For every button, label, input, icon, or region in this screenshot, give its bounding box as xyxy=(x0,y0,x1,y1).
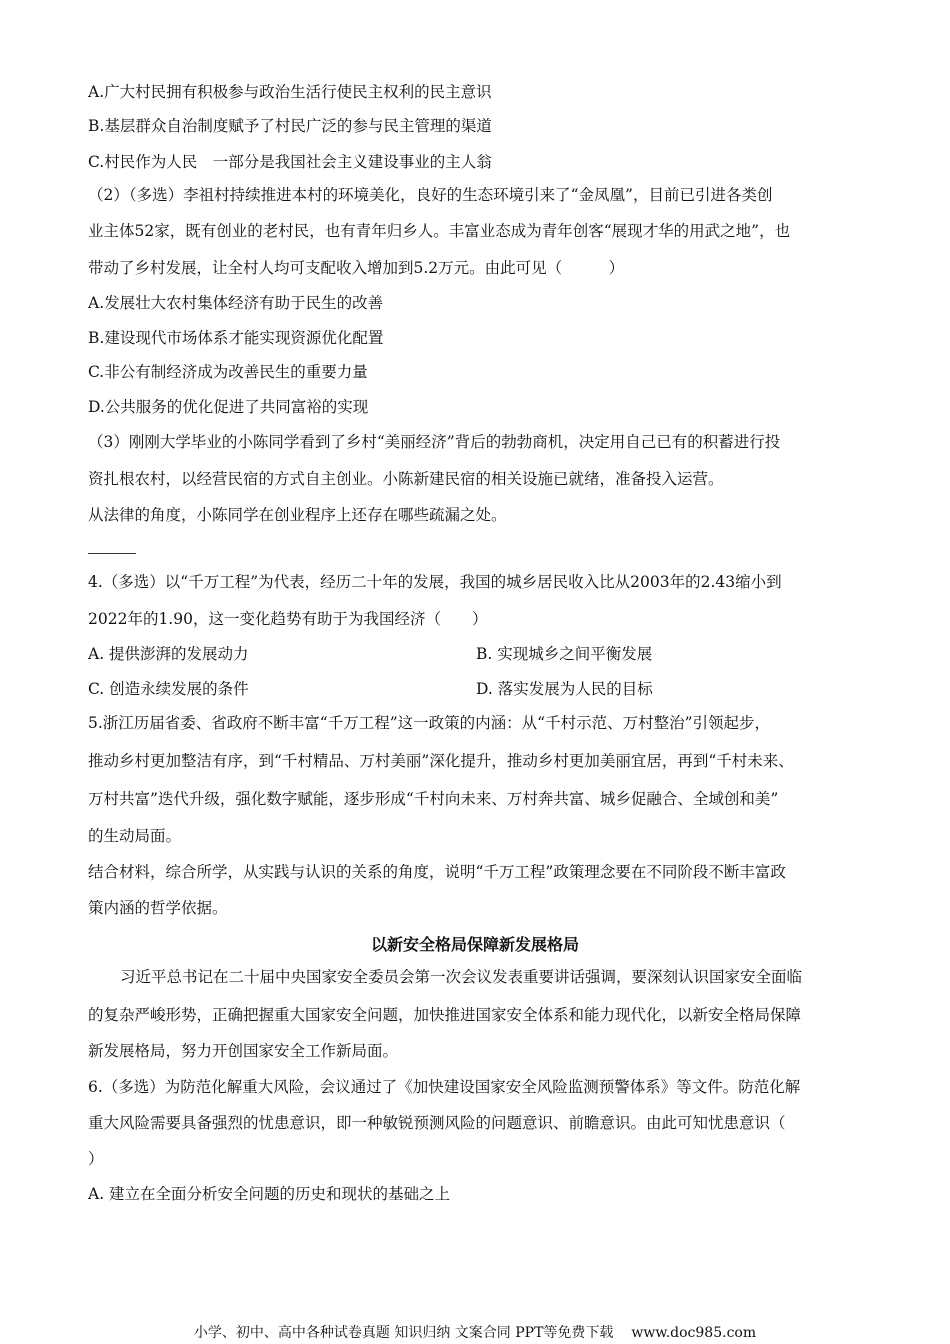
question-stem-line: 重大风险需要具备强烈的忧患意识，即一种敏锐预测风险的问题意识、前瞻意识。由此可知忧患意识（ xyxy=(88,1114,786,1132)
material-line: 5.浙江历届省委、省政府不断丰富“千万工程”这一政策的内涵：从“千村示范、万村整治”引领起步， xyxy=(88,714,770,732)
question-stem-line: 4.（多选）以“千万工程”为代表，经历二十年的发展，我国的城乡居民收入比从2003年的2.43缩小到 xyxy=(88,573,782,591)
option-d: D. 落实发展为人民的目标 xyxy=(476,680,653,698)
option-a: A.广大村民拥有积极参与政治生活行使民主权利的民主意识 xyxy=(88,83,492,101)
option-b: B.基层群众自治制度赋予了村民广泛的参与民主管理的渠道 xyxy=(88,117,492,135)
option-c: C. 创造永续发展的条件 xyxy=(88,680,249,698)
section-intro-line: 习近平总书记在二十届中央国家安全委员会第一次会议发表重要讲话强调，要深刻认识国家安全面临 xyxy=(120,968,803,986)
option-b: B.建设现代市场体系才能实现资源优化配置 xyxy=(88,329,384,347)
option-a: A.发展壮大农村集体经济有助于民生的改善 xyxy=(88,294,384,312)
option-c: C.村民作为人民 一部分是我国社会主义建设事业的主人翁 xyxy=(88,153,492,171)
section-title: 以新安全格局保障新发展格局 xyxy=(370,935,579,954)
question-stem-line: 策内涵的哲学依据。 xyxy=(88,899,228,917)
section-intro-line: 新发展格局，努力开创国家安全工作新局面。 xyxy=(88,1042,399,1060)
material-line: 万村共富”迭代升级，强化数字赋能，逐步形成“千村向未来、万村奔共富、城乡促融合、全域创和美” xyxy=(88,790,779,808)
page-footer xyxy=(0,1322,950,1342)
option-c: C.非公有制经济成为改善民生的重要力量 xyxy=(88,363,368,381)
question-stem-line: 带动了乡村发展，让全村人均可支配收入增加到5.2万元。由此可见（ ） xyxy=(88,259,625,277)
option-d: D.公共服务的优化促进了共同富裕的实现 xyxy=(88,398,369,416)
question-stem-line: 资扎根农村，以经营民宿的方式自主创业。小陈新建民宿的相关设施已就绪，准备投入运营。 xyxy=(88,470,724,488)
material-line: 的生动局面。 xyxy=(88,827,182,845)
footer-text: 小学、初中、高中各种试卷真题 知识归纳 文案合同 PPT等免费下载 xyxy=(193,1325,614,1341)
option-a: A. 建立在全面分析安全问题的历史和现状的基础之上 xyxy=(88,1185,451,1203)
question-stem-line: 6.（多选）为防范化解重大风险，会议通过了《加快建设国家安全风险监测预警体系》等文件。防范化解 xyxy=(88,1078,801,1096)
section-intro-line: 的复杂严峻形势，正确把握重大国家安全问题，加快推进国家安全体系和能力现代化，以新安全格局保障 xyxy=(88,1006,802,1024)
question-stem-line: ） xyxy=(88,1150,104,1168)
question-stem-line: 结合材料，综合所学，从实践与认识的关系的角度，说明“千万工程”政策理念要在不同阶段不断丰富政 xyxy=(88,863,786,881)
question-stem-line: （3）刚刚大学毕业的小陈同学看到了乡村“美丽经济”背后的勃勃商机，决定用自己已有的积蓄进行投 xyxy=(88,433,781,451)
question-stem-line: 2022年的1.90，这一变化趋势有助于为我国经济（ ） xyxy=(88,610,488,628)
option-b: B. 实现城乡之间平衡发展 xyxy=(476,645,653,663)
question-stem-line: （2）（多选）李祖村持续推进本村的环境美化，良好的生态环境引来了“金凤凰”，目前已引进各类创 xyxy=(88,186,773,204)
footer-url[interactable]: www.doc985.com xyxy=(631,1325,757,1341)
question-stem-line: 业主体52家，既有创业的老村民，也有青年归乡人。丰富业态成为青年创客“展现才华的用武之地”，也 xyxy=(88,222,791,240)
question-stem-line: 从法律的角度，小陈同学在创业程序上还存在哪些疏漏之处。 xyxy=(88,506,507,524)
answer-blank-line xyxy=(88,553,136,554)
option-a: A. 提供澎湃的发展动力 xyxy=(88,645,249,663)
material-line: 推动乡村更加整洁有序，到“千村精品、万村美丽”深化提升，推动乡村更加美丽宜居，再到“千村未来、 xyxy=(88,752,794,770)
